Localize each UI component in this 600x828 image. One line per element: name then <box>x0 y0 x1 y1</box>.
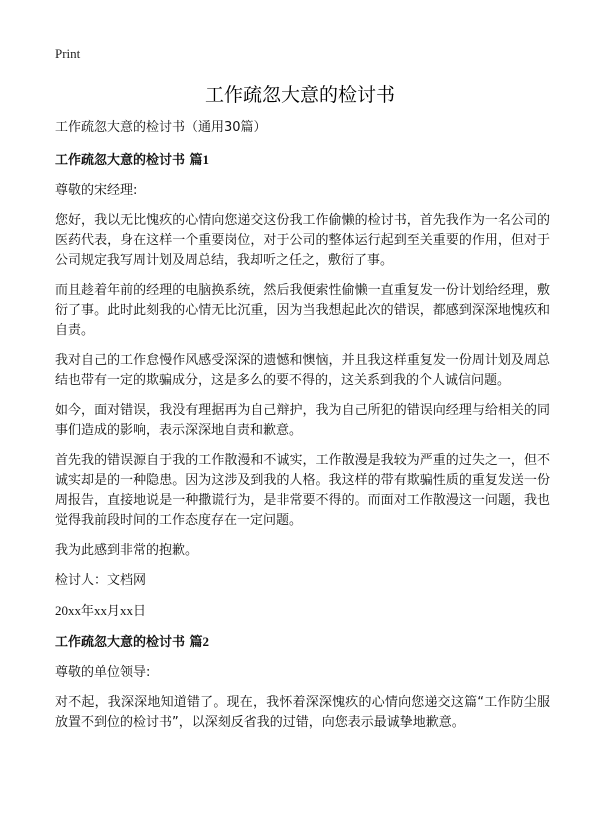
signature-line: 检讨人：文档网 <box>55 573 147 588</box>
section-heading-number: 1 <box>202 152 210 167</box>
paragraph: 我为此感到非常的抱歉。 <box>55 543 199 558</box>
paragraph: 我对自己的工作怠慢作风感受深深的遗憾和懊恼，并且我这样重复发一份周计划及周总结也带有一定的欺骗成分，这是多么的要不得的，这关系到我的个人诚信问题。 <box>55 353 550 388</box>
section-heading-1 <box>55 150 550 171</box>
section-heading-text: 工作疏忽大意的检讨书 篇 <box>55 635 203 650</box>
document-body <box>55 118 550 743</box>
paragraph: 而且趁着年前的经理的电脑换系统，然后我便索性偷懒一直重复发一份计划给经理，敷衍了事。此时此刻我的心情无比沉重，因为当我想起此次的错误，都感到深深地愧疚和自责。 <box>55 283 550 338</box>
paragraph: 您好，我以无比愧疚的心情向您递交这份我工作偷懒的检讨书，首先我作为一名公司的医药代表，身在这样一个重要岗位，对于公司的整体运行起到至关重要的作用，但对于公司规定我写周计划及周总结，我却听之任之，敷衍了事。 <box>55 213 550 268</box>
paragraph: 首先我的错误源自于我的工作散漫和不诚实，工作散漫是我较为严重的过失之一，但不诚实却是的一种隐患。因为这涉及到我的人格。我这样的带有欺骗性质的重复发送一份周报告，直接地说是一种撒谎行为，是非常要不得的。而面对工作散漫这一问题，我也觉得我前段时间的工作态度存在一定问题。 <box>55 453 550 528</box>
section-heading-2 <box>55 632 550 653</box>
document-subtitle: 工作疏忽大意的检讨书（通用30篇） <box>55 120 267 135</box>
salutation: 尊敬的单位领导: <box>55 665 151 680</box>
date-line <box>55 601 550 622</box>
date-month: xx <box>94 603 108 618</box>
date-day-suffix: 日 <box>133 604 147 619</box>
salutation: 尊敬的宋经理: <box>55 183 138 198</box>
date-year-suffix: 年 <box>81 604 95 619</box>
date-month-suffix: 月 <box>107 604 121 619</box>
section-heading-text: 工作疏忽大意的检讨书 篇 <box>55 153 203 168</box>
date-day: xx <box>120 603 134 618</box>
print-link[interactable]: Print <box>55 46 81 61</box>
page-title: 工作疏忽大意的检讨书 <box>204 84 395 106</box>
paragraph: 对不起，我深深地知道错了。现在，我怀着深深愧疚的心情向您递交这篇“工作防尘服放置不到位的检讨书”，以深刻反省我的过错，向您表示最诚挚地歉意。 <box>55 695 550 730</box>
section-heading-number: 2 <box>202 634 210 649</box>
paragraph: 如今，面对错误，我没有理据再为自己辩护，我为自己所犯的错误向经理与给相关的同事们造成的影响，表示深深地自责和歉意。 <box>55 403 550 438</box>
date-year: 20xx <box>55 603 81 618</box>
